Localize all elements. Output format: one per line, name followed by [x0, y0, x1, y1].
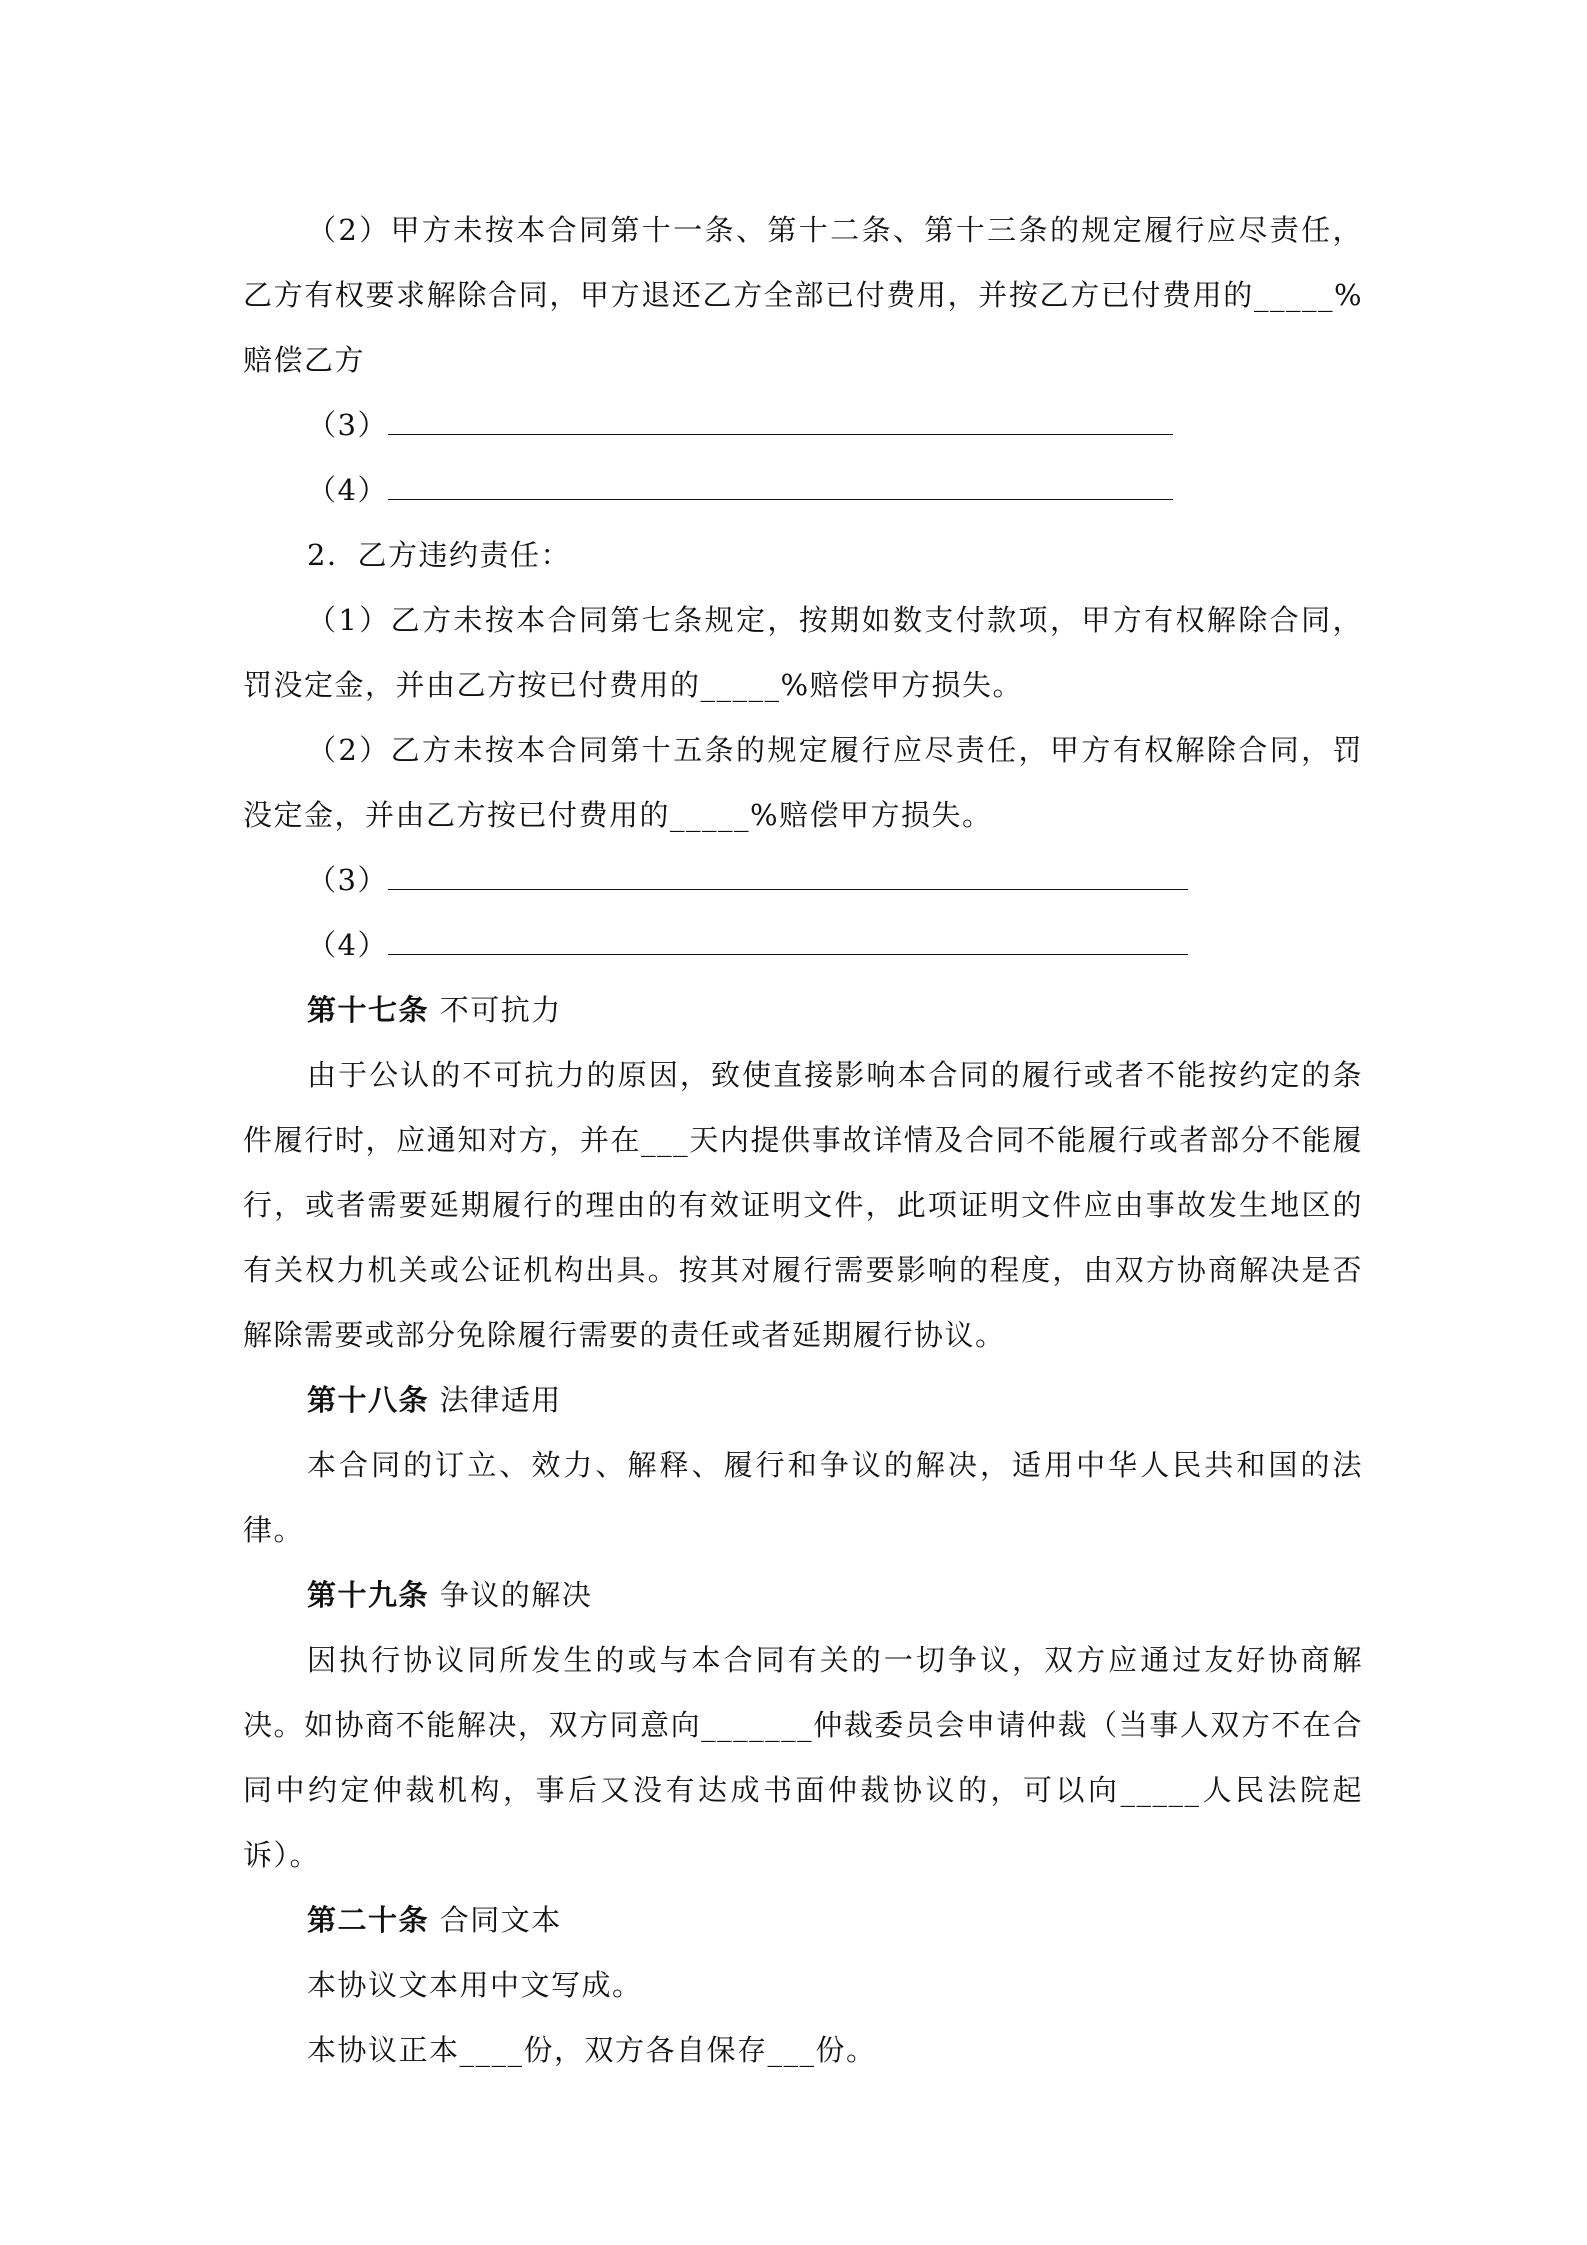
fill-in-blank-line[interactable]	[388, 930, 1188, 955]
paragraph-applicable-law: 本合同的订立、效力、解释、履行和争议的解决，适用中华人民共和国的法律。	[243, 1448, 1363, 1547]
article-number: 第二十条	[307, 1903, 430, 1937]
blank-item-b3	[243, 848, 1363, 913]
article-title: 争议的解决	[429, 1578, 593, 1612]
article-title: 不可抗力	[429, 993, 562, 1027]
article-20-heading	[243, 1888, 1363, 1953]
item-label: （3）	[307, 863, 388, 897]
item-label: （3）	[307, 408, 388, 442]
paragraph-party-b-breach-heading: 2．乙方违约责任：	[307, 538, 571, 572]
fill-in-blank-line[interactable]	[388, 475, 1173, 500]
blank-item-a3	[243, 393, 1363, 458]
article-title: 法律适用	[429, 1383, 562, 1417]
paragraph-party-a-breach-2: （2）甲方未按本合同第十一条、第十二条、第十三条的规定履行应尽责任，乙方有权要求解除合同，甲方退还乙方全部已付费用，并按乙方已付费用的_____%赔偿乙方	[243, 213, 1363, 377]
article-19-heading	[243, 1563, 1363, 1628]
paragraph-contract-language: 本协议文本用中文写成。	[307, 1968, 643, 2002]
blank-item-b4	[243, 913, 1363, 978]
article-18-heading	[243, 1368, 1363, 1433]
paragraph-force-majeure: 由于公认的不可抗力的原因，致使直接影响本合同的履行或者不能按约定的条件履行时，应通知对方，并在___天内提供事故详情及合同不能履行或者部分不能履行，或者需要延期履行的理由的有效证明文件，此项证明文件应由事故发生地区的有关权力机关或公证机构出具。按其对履行需要影响的程度，由双方协商解决是否解除需要或部分免除履行需要的责任或者延期履行协议。	[243, 1058, 1363, 1352]
blank-item-a4	[243, 458, 1363, 523]
item-label: （4）	[307, 928, 388, 962]
paragraph-party-b-breach-2: （2）乙方未按本合同第十五条的规定履行应尽责任，甲方有权解除合同，罚没定金，并由乙方按已付费用的_____%赔偿甲方损失。	[243, 733, 1363, 832]
fill-in-blank-line[interactable]	[388, 865, 1188, 890]
item-label: （4）	[307, 473, 388, 507]
paragraph-copies: 本协议正本____份，双方各自保存___份。	[307, 2033, 877, 2067]
article-17-heading	[243, 978, 1363, 1043]
paragraph-party-b-breach-1: （1）乙方未按本合同第七条规定，按期如数支付款项，甲方有权解除合同，罚没定金，并由乙方按已付费用的_____%赔偿甲方损失。	[243, 603, 1363, 702]
article-number: 第十八条	[307, 1383, 430, 1417]
article-title: 合同文本	[429, 1903, 562, 1937]
paragraph-dispute-resolution: 因执行协议同所发生的或与本合同有关的一切争议，双方应通过友好协商解决。如协商不能解决，双方同意向_______仲裁委员会申请仲裁（当事人双方不在合同中约定仲裁机构，事后又没有达成书面仲裁协议的，可以向_____人民法院起诉）。	[243, 1643, 1363, 1872]
article-number: 第十九条	[307, 1578, 430, 1612]
fill-in-blank-line[interactable]	[388, 410, 1173, 435]
article-number: 第十七条	[307, 993, 430, 1027]
document-body	[243, 198, 1363, 2083]
